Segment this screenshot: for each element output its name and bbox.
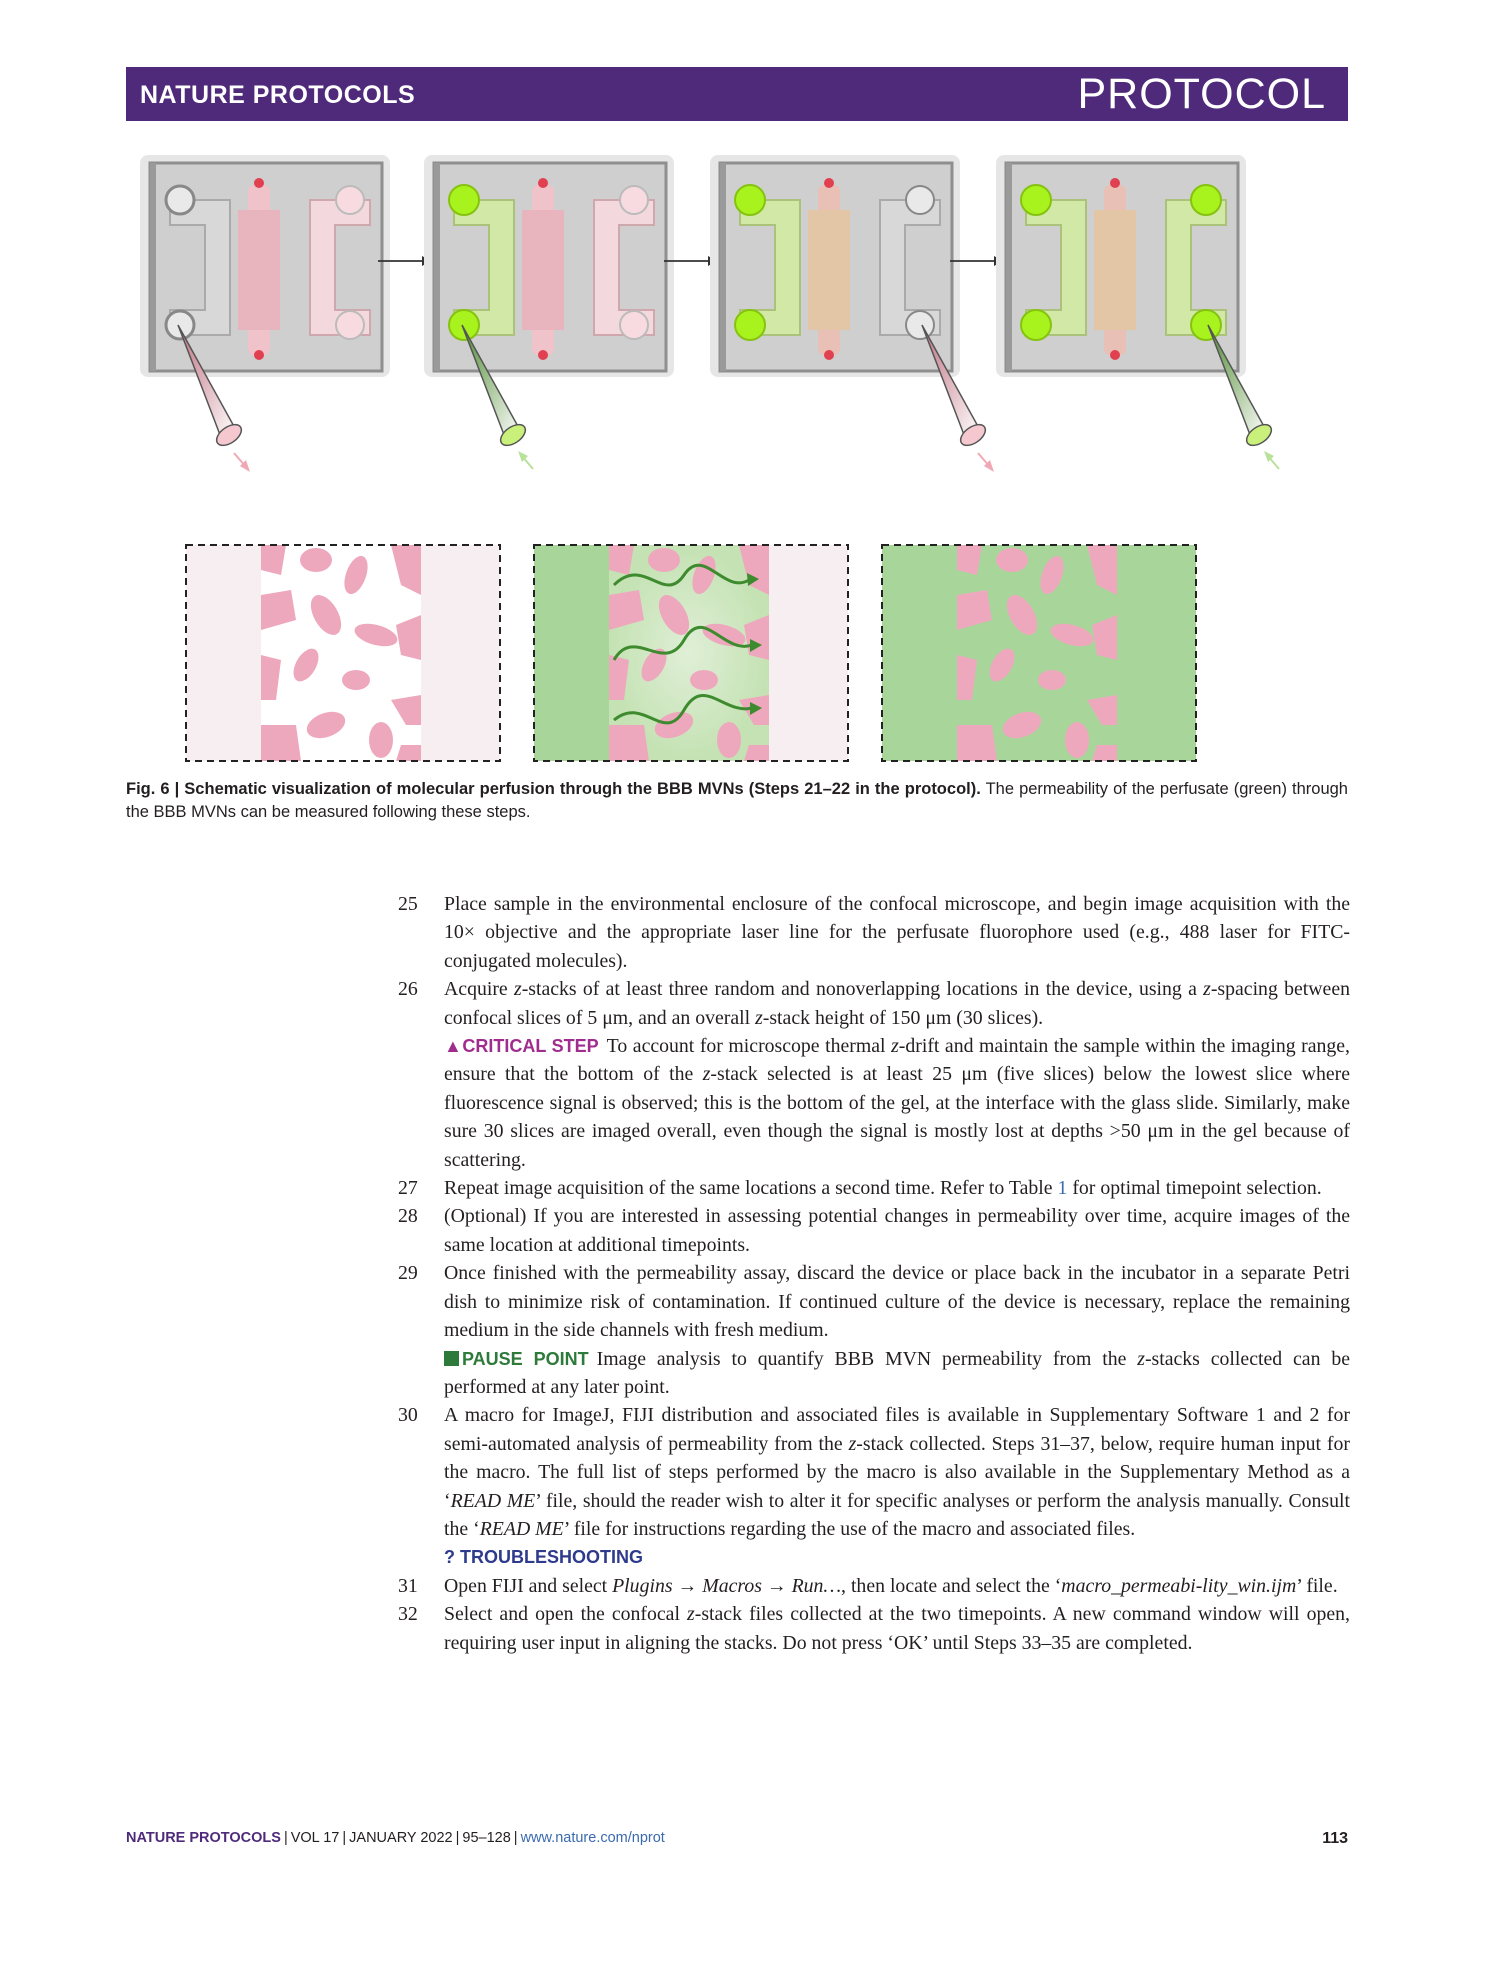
footer-url-link[interactable]: www.nature.com/nprot	[520, 1830, 665, 1846]
device-step-3	[710, 155, 960, 377]
step-25	[398, 890, 1350, 975]
footer-pages: 95–128	[462, 1830, 511, 1846]
page-footer: NATURE PROTOCOLS | VOL 17 | JANUARY 2022 | 95–128 | www.nature.com/nprot 113	[126, 1830, 1348, 1847]
footer-journal: NATURE PROTOCOLS	[126, 1830, 281, 1846]
footer-volume: VOL 17	[290, 1830, 340, 1846]
step-text: A macro for ImageJ, FIJI distribution and associated files is available in Supplementary Software 1 and 2 for semi-automated analysis of permeability from the z-stack collected. Steps 31–37, below, require human input for the macro. The full list of steps performed by the macro is also available in the Supplementary Method as a ‘READ ME’ file, should the reader wish to alter it for specific analyses or perform the analysis manually. Consult the ‘READ ME’ file for instructions regarding the use of the macro and associated files.	[444, 1404, 1351, 1540]
step-text: Acquire z-stacks of at least three random and nonoverlapping locations in the device, using a z-spacing between confocal slices of 5 μm, and an overall z-stack height of 150 μm (30 slices).	[444, 978, 1351, 1029]
step-number: 31	[398, 1574, 418, 1597]
step-number: 29	[398, 1262, 418, 1285]
page-number: 113	[1322, 1830, 1348, 1847]
step-text: Repeat image acquisition of the same locations a second time. Refer to Table 1 for optimal timepoint selection.	[444, 1177, 1322, 1200]
article-type: PROTOCOL	[1077, 70, 1326, 118]
step-number: 32	[398, 1603, 418, 1626]
caption-lead: Fig. 6 | Schematic visualization of molecular perfusion through the BBB MVNs (Steps 21–22 in the protocol).	[126, 780, 981, 798]
footer-date: JANUARY 2022	[349, 1830, 453, 1846]
step-number: 25	[398, 893, 418, 915]
procedure-steps	[398, 890, 1350, 1657]
step-28	[398, 1202, 1350, 1259]
figure-caption	[126, 778, 1348, 824]
step-31	[398, 1572, 1350, 1600]
pause-square-icon	[444, 1351, 459, 1366]
step-29	[398, 1259, 1350, 1401]
figure-illustration	[126, 140, 1348, 780]
step-text: Select and open the confocal z-stack files collected at the two timepoints. A new command window will open, requiring user input in aligning the stacks. Do not press ‘OK’ until Steps 33–35 are completed.	[444, 1603, 1350, 1654]
critical-step-label: ▲CRITICAL STEP	[444, 1036, 599, 1057]
device-step-4	[996, 155, 1246, 377]
pause-point-label: PAUSE POINT	[444, 1349, 589, 1369]
step-text: Open FIJI and select Plugins → Macros → Run…, then locate and select the ‘macro_permeabi-lity_win.ijm’ file.	[444, 1574, 1338, 1597]
caption-body: The permeability of the perfusate (green) through the BBB MVNs can be measured following these steps.	[126, 780, 1348, 821]
critical-step-note: ▲CRITICAL STEP To account for microscope thermal z-drift and maintain the sample within the imaging range, ensure that the bottom of the z-stack selected is at least 25 μm (five slices) below the lowest slice where fluorescence signal is observed; this is the bottom of the gel, at the interface with the glass slide. Similarly, make sure 30 slices are imaged overall, even though the signal is mostly lost at depths >50 μm in the gel because of scattering.	[444, 1035, 1350, 1171]
journal-title: NATURE PROTOCOLS	[140, 81, 416, 109]
device-step-1	[140, 155, 390, 377]
step-27	[398, 1174, 1350, 1202]
step-number: 27	[398, 1177, 418, 1200]
zoom-panel-2	[534, 545, 848, 761]
zoom-panel-3	[882, 545, 1196, 761]
zoom-panel-1	[186, 545, 500, 761]
step-text: (Optional) If you are interested in assessing potential changes in permeability over time, acquire images of the same location at additional timepoints.	[444, 1205, 1350, 1256]
device-step-2	[424, 155, 674, 377]
step-number: 26	[398, 978, 418, 1001]
figure-6	[126, 140, 1348, 780]
step-text: Once finished with the permeability assay, discard the device or place back in the incubator in a separate Petri dish to minimize risk of contamination. If continued culture of the device is necessary, replace the remaining medium in the side channels with fresh medium.	[444, 1262, 1350, 1342]
step-32	[398, 1600, 1350, 1657]
step-number: 30	[398, 1404, 418, 1427]
step-number: 28	[398, 1205, 418, 1228]
troubleshooting-label[interactable]: ? TROUBLESHOOTING	[444, 1547, 643, 1568]
pause-point-note: PAUSE POINT Image analysis to quantify BBB MVN permeability from the z-stacks collected can be performed at any later point.	[444, 1347, 1351, 1398]
step-26	[398, 975, 1350, 1174]
journal-header-bar	[126, 67, 1348, 121]
step-30	[398, 1401, 1350, 1571]
step-text: Place sample in the environmental enclosure of the confocal microscope, and begin image acquisition with the 10× objective and the appropriate laser line for the perfusate fluorophore used (e.g., 488 laser for FITC-conjugated molecules).	[444, 893, 1350, 972]
table-1-link[interactable]: 1	[1057, 1177, 1068, 1200]
critical-triangle-icon: ▲	[444, 1036, 463, 1057]
